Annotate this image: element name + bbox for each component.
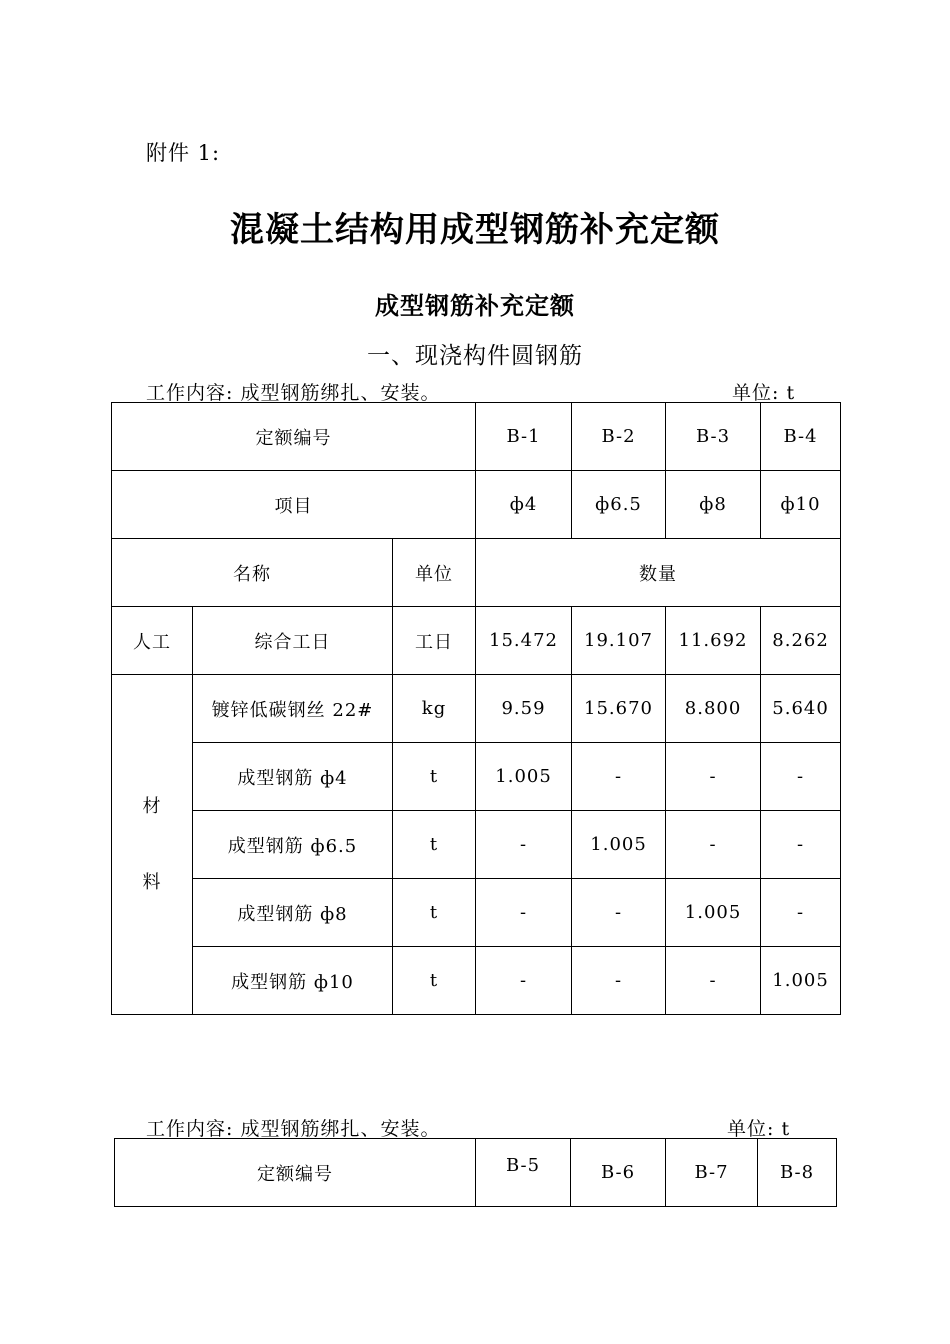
unit-label-2: 单位: t <box>727 1118 791 1140</box>
work-content-1: 工作内容: 成型钢筋绑扎、安装。 <box>146 382 441 404</box>
material-value: - <box>476 947 572 1015</box>
material-category <box>112 675 193 1015</box>
quota-code: B-8 <box>758 1139 837 1207</box>
sub-title: 成型钢筋补充定额 <box>375 291 575 320</box>
name-header: 名称 <box>112 539 393 607</box>
material-unit: t <box>393 811 476 879</box>
material-value: - <box>666 947 761 1015</box>
labor-name: 综合工日 <box>193 607 393 675</box>
labor-value: 19.107 <box>572 607 666 675</box>
quota-number-header: 定额编号 <box>112 403 476 471</box>
material-value: 5.640 <box>761 675 841 743</box>
quota-code: B-5 <box>476 1139 571 1207</box>
quota-table-1 <box>111 402 841 1015</box>
material-name: 成型钢筋 ф4 <box>193 743 393 811</box>
material-value: - <box>666 811 761 879</box>
attachment-label: 附件 1: <box>146 141 221 165</box>
labor-category: 人工 <box>112 607 193 675</box>
material-value: 1.005 <box>476 743 572 811</box>
labor-value: 15.472 <box>476 607 572 675</box>
unit-header: 单位 <box>393 539 476 607</box>
material-value: - <box>476 811 572 879</box>
material-unit: kg <box>393 675 476 743</box>
item-spec: ф10 <box>761 471 841 539</box>
material-name: 镀锌低碳钢丝 22# <box>193 675 393 743</box>
quota-code: B-2 <box>572 403 666 471</box>
material-value: - <box>572 947 666 1015</box>
table-row <box>112 879 841 947</box>
material-value: - <box>476 879 572 947</box>
material-name: 成型钢筋 ф6.5 <box>193 811 393 879</box>
item-spec: ф8 <box>666 471 761 539</box>
material-value: 1.005 <box>666 879 761 947</box>
main-title: 混凝土结构用成型钢筋补充定额 <box>230 210 720 250</box>
labor-value: 11.692 <box>666 607 761 675</box>
material-name: 成型钢筋 ф10 <box>193 947 393 1015</box>
labor-unit: 工日 <box>393 607 476 675</box>
material-value: 15.670 <box>572 675 666 743</box>
material-value: 9.59 <box>476 675 572 743</box>
table-row <box>112 811 841 879</box>
work-content-2: 工作内容: 成型钢筋绑扎、安装。 <box>146 1118 441 1140</box>
material-unit: t <box>393 947 476 1015</box>
table-row <box>112 403 841 471</box>
quota-table-2 <box>114 1138 837 1207</box>
table-row <box>112 675 841 743</box>
table-row <box>112 947 841 1015</box>
material-category-char: 料 <box>142 871 162 893</box>
material-name: 成型钢筋 ф8 <box>193 879 393 947</box>
material-unit: t <box>393 879 476 947</box>
material-unit: t <box>393 743 476 811</box>
quota-code: B-1 <box>476 403 572 471</box>
quota-code: B-6 <box>571 1139 666 1207</box>
quota-code: B-7 <box>666 1139 758 1207</box>
quota-number-header: 定额编号 <box>115 1139 476 1207</box>
material-value: - <box>761 879 841 947</box>
item-spec: ф4 <box>476 471 572 539</box>
labor-value: 8.262 <box>761 607 841 675</box>
material-category-char: 材 <box>142 795 162 817</box>
table-row <box>112 607 841 675</box>
material-value: - <box>761 811 841 879</box>
material-value: 8.800 <box>666 675 761 743</box>
material-value: 1.005 <box>572 811 666 879</box>
section-title: 一、现浇构件圆钢筋 <box>367 343 583 369</box>
quota-code: B-4 <box>761 403 841 471</box>
material-value: - <box>761 743 841 811</box>
item-header: 项目 <box>112 471 476 539</box>
material-value: - <box>572 879 666 947</box>
material-value: 1.005 <box>761 947 841 1015</box>
quota-code: B-3 <box>666 403 761 471</box>
material-value: - <box>572 743 666 811</box>
material-value: - <box>666 743 761 811</box>
table-row <box>112 471 841 539</box>
table-row <box>115 1139 837 1207</box>
item-spec: ф6.5 <box>572 471 666 539</box>
table-row <box>112 743 841 811</box>
table-row <box>112 539 841 607</box>
quantity-header: 数量 <box>476 539 841 607</box>
unit-label-1: 单位: t <box>732 382 796 404</box>
